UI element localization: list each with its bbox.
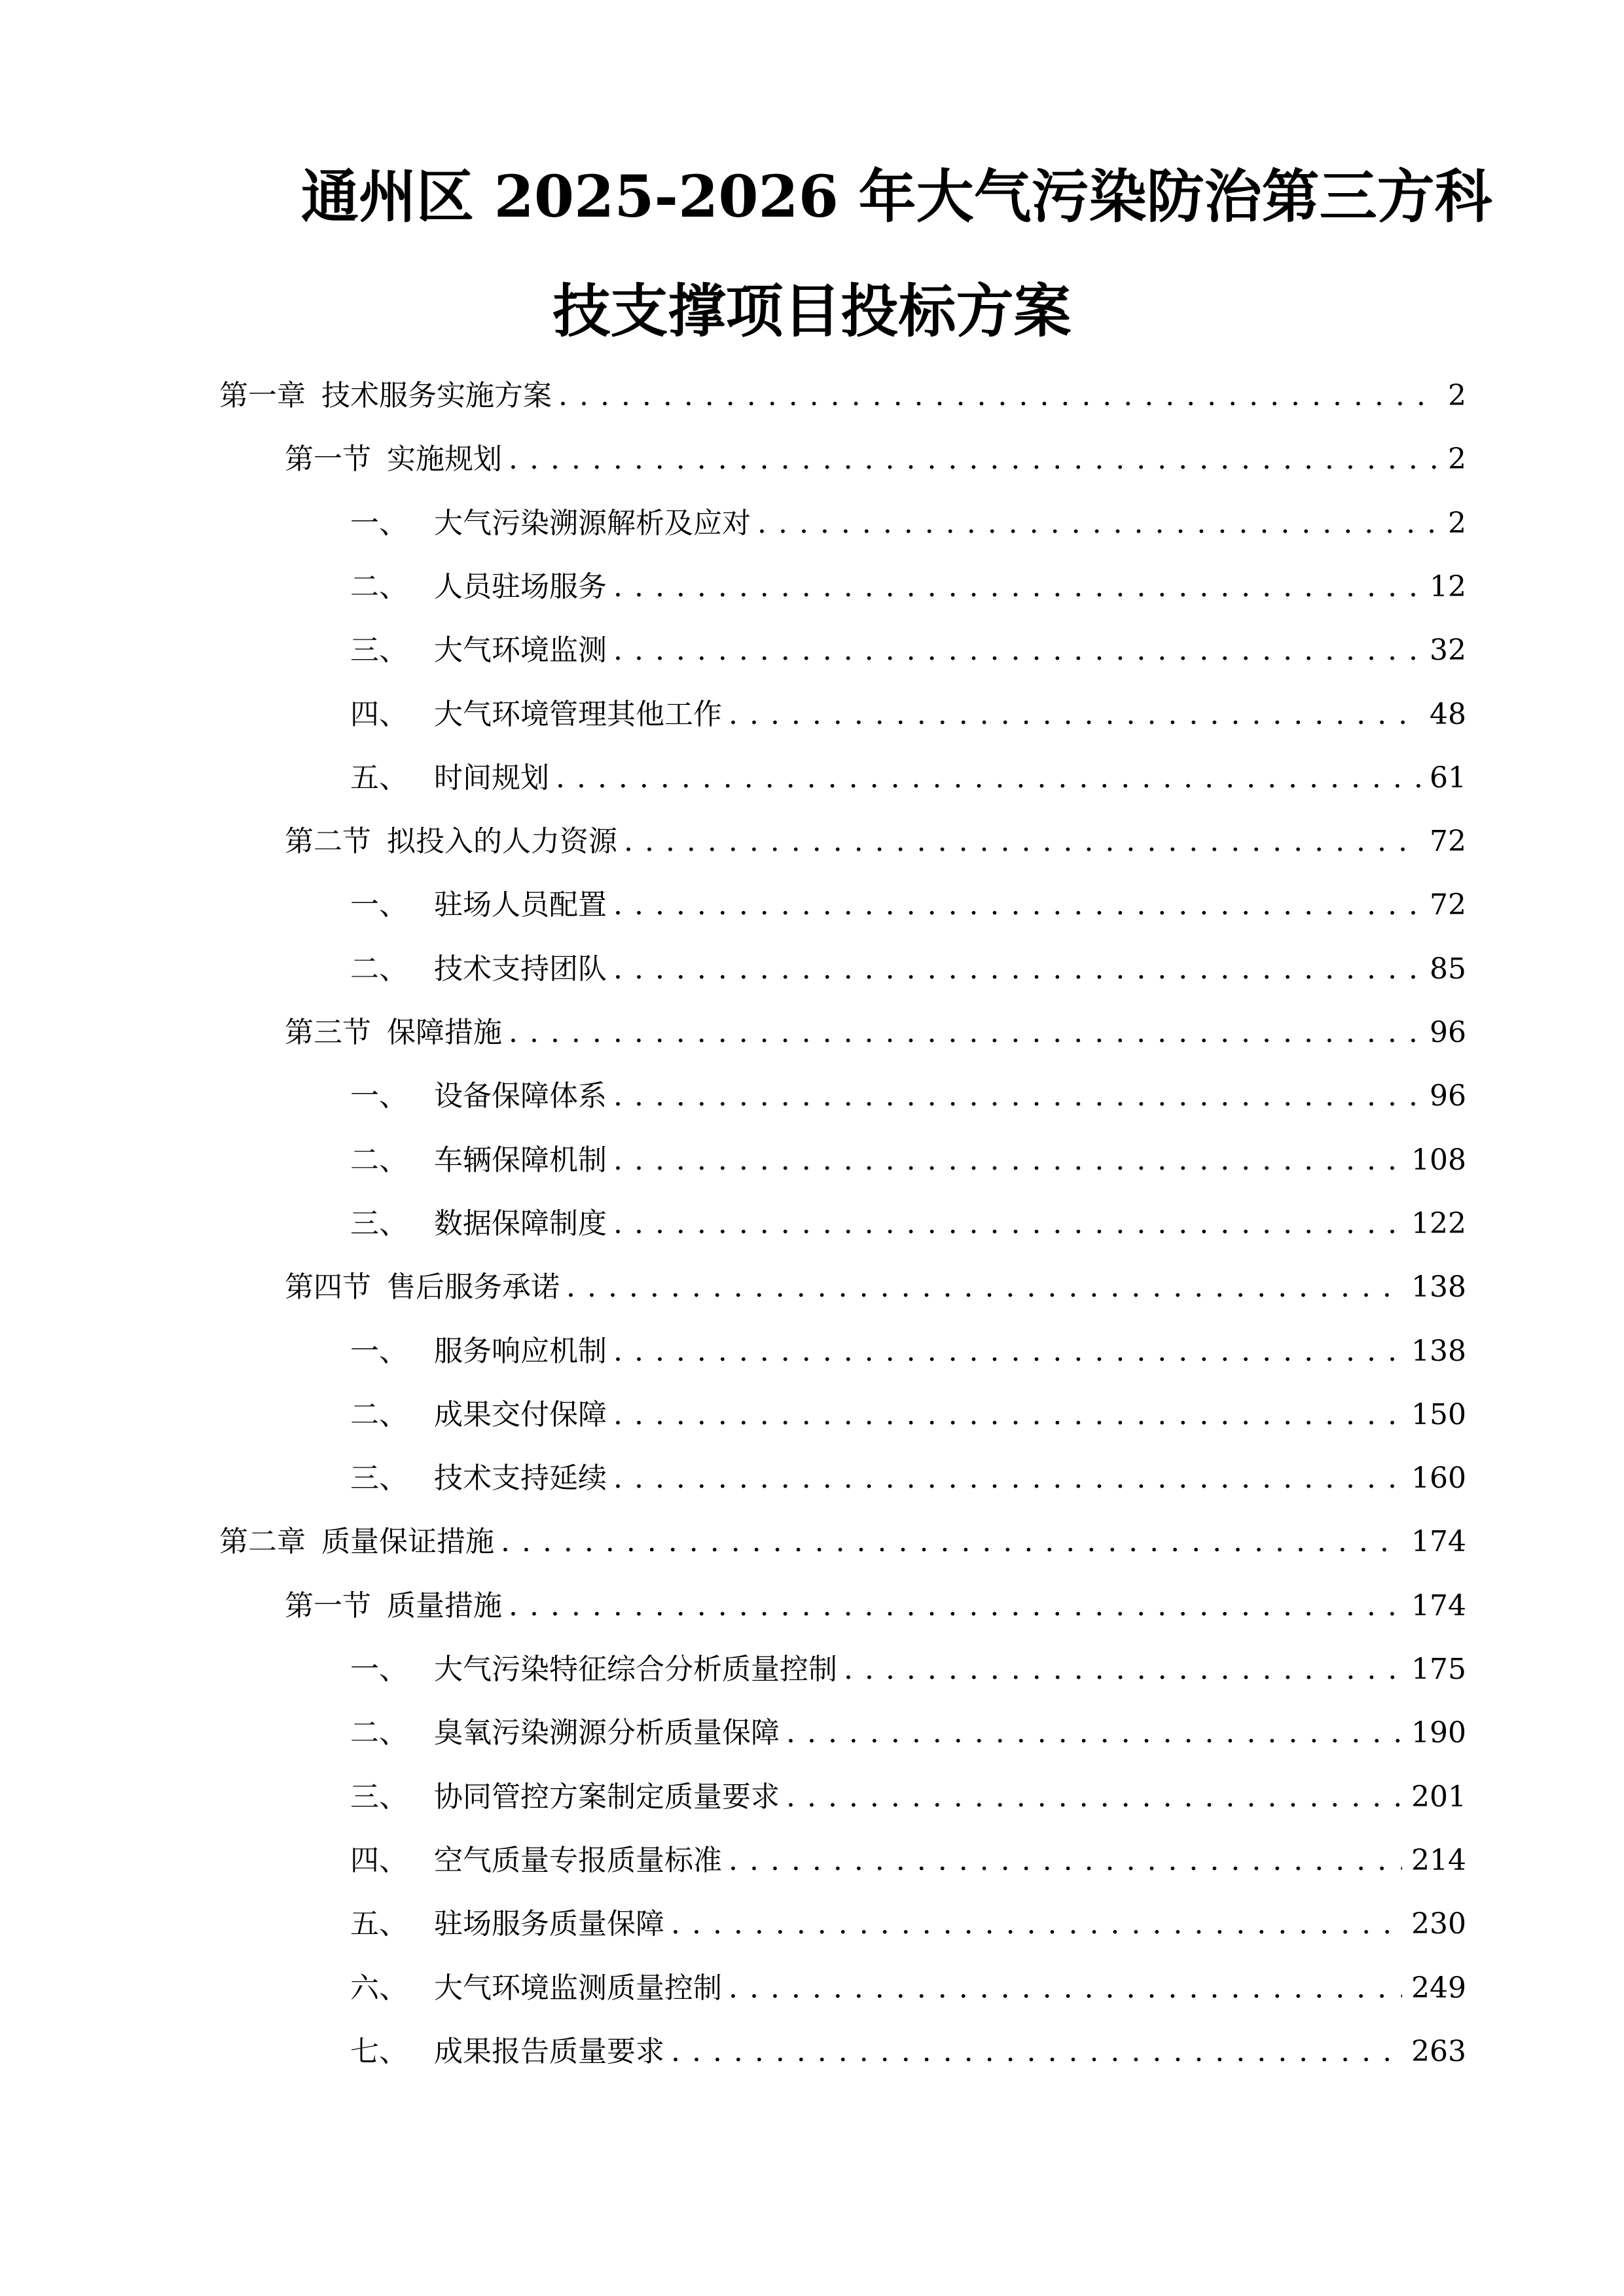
toc-entry-text: 质量措施 xyxy=(387,1589,502,1623)
toc-entry-text: 技术支持团队 xyxy=(434,952,607,986)
toc-dot-leader xyxy=(786,1713,1402,1753)
toc-entry-number: 一、 xyxy=(350,888,408,922)
toc-page-number: 160 xyxy=(1411,1462,1466,1495)
toc-entry[interactable] xyxy=(350,567,1466,607)
toc-entry-text: 大气环境监测质量控制 xyxy=(434,1971,722,2005)
toc-entry-label xyxy=(350,1077,607,1116)
toc-dot-leader xyxy=(558,376,1439,416)
toc-entry-number: 二、 xyxy=(350,952,408,986)
toc-entry-number: 二、 xyxy=(350,1398,408,1431)
toc-page-number: 190 xyxy=(1411,1716,1466,1749)
toc-entry-text: 人员驻场服务 xyxy=(434,570,607,603)
toc-entry-label xyxy=(285,1268,560,1307)
toc-entry-number: 四、 xyxy=(350,698,408,731)
toc-entry-number: 第一章 xyxy=(219,379,306,412)
toc-entry-number: 第二章 xyxy=(219,1525,306,1558)
toc-entry-text: 大气污染特征综合分析质量控制 xyxy=(434,1653,837,1686)
toc-dot-leader xyxy=(613,631,1420,670)
toc-entry-text: 实施规划 xyxy=(387,442,502,476)
toc-entry[interactable] xyxy=(350,950,1466,989)
toc-entry-number: 一、 xyxy=(350,1079,408,1113)
toc-entry-label xyxy=(285,1013,502,1052)
toc-entry[interactable] xyxy=(285,822,1466,861)
toc-page-number: 2 xyxy=(1448,507,1466,540)
toc-entry-text: 臭氧污染溯源分析质量保障 xyxy=(434,1716,780,1749)
toc-entry-label xyxy=(350,1713,780,1753)
toc-page-number: 72 xyxy=(1430,888,1466,922)
toc-page-number: 96 xyxy=(1430,1016,1466,1049)
toc-dot-leader xyxy=(613,1204,1402,1244)
toc-page-number: 263 xyxy=(1411,2035,1466,2068)
toc-entry-number: 四、 xyxy=(350,1844,408,1877)
toc-entry-label xyxy=(350,2032,664,2072)
toc-entry-label xyxy=(350,567,607,607)
toc-entry-number: 第二节 xyxy=(285,825,371,858)
toc-entry[interactable] xyxy=(219,376,1466,416)
toc-entry-number: 三、 xyxy=(350,1780,408,1814)
toc-entry-text: 售后服务承诺 xyxy=(387,1270,560,1304)
toc-dot-leader xyxy=(613,1077,1420,1116)
toc-entry-label xyxy=(285,1587,502,1626)
toc-entry-label xyxy=(350,950,607,989)
toc-page-number: 2 xyxy=(1448,379,1466,412)
toc-entry-text: 大气环境管理其他工作 xyxy=(434,698,722,731)
toc-entry-text: 协同管控方案制定质量要求 xyxy=(434,1780,780,1814)
toc-entry-number: 第一节 xyxy=(285,442,371,476)
toc-entry-text: 空气质量专报质量标准 xyxy=(434,1844,722,1877)
toc-entry-label xyxy=(350,1841,722,1880)
toc-entry[interactable] xyxy=(350,1459,1466,1498)
toc-entry[interactable] xyxy=(285,1268,1466,1307)
toc-entry-number: 三、 xyxy=(350,1462,408,1495)
toc-entry[interactable] xyxy=(350,631,1466,670)
toc-dot-leader xyxy=(566,1268,1402,1307)
toc-entry-label xyxy=(350,1650,837,1689)
toc-entry-number: 二、 xyxy=(350,1143,408,1177)
toc-page-number: 150 xyxy=(1411,1398,1466,1431)
toc-entry[interactable] xyxy=(350,1395,1466,1435)
toc-page-number: 201 xyxy=(1411,1780,1466,1814)
toc-entry-text: 质量保证措施 xyxy=(321,1525,494,1558)
toc-dot-leader xyxy=(613,886,1420,925)
toc-entry-label xyxy=(350,1969,722,2008)
toc-entry[interactable] xyxy=(350,504,1466,543)
toc-entry-number: 五、 xyxy=(350,1907,408,1941)
toc-entry-label xyxy=(350,886,607,925)
toc-page-number: 138 xyxy=(1411,1270,1466,1304)
toc-dot-leader xyxy=(729,1969,1402,2008)
toc-entry[interactable] xyxy=(350,1713,1466,1753)
toc-entry[interactable] xyxy=(285,1013,1466,1052)
toc-entry-text: 技术支持延续 xyxy=(434,1462,607,1495)
toc-page-number: 85 xyxy=(1430,952,1466,986)
toc-entry-text: 驻场人员配置 xyxy=(434,888,607,922)
toc-entry[interactable] xyxy=(350,1077,1466,1116)
toc-page-number: 108 xyxy=(1411,1143,1466,1177)
toc-dot-leader xyxy=(613,950,1420,989)
toc-entry-text: 成果报告质量要求 xyxy=(434,2035,664,2068)
toc-entry-number: 第三节 xyxy=(285,1016,371,1049)
toc-page-number: 32 xyxy=(1430,634,1466,667)
toc-page-number: 174 xyxy=(1411,1525,1466,1558)
toc-page-number: 122 xyxy=(1411,1207,1466,1240)
toc-entry[interactable] xyxy=(219,1522,1466,1562)
toc-entry-number: 一、 xyxy=(350,507,408,540)
toc-entry-label xyxy=(350,504,751,543)
toc-entry-text: 拟投入的人力资源 xyxy=(387,825,617,858)
toc-entry-number: 三、 xyxy=(350,634,408,667)
toc-dot-leader xyxy=(757,504,1439,543)
toc-entry[interactable] xyxy=(350,1778,1466,1817)
toc-dot-leader xyxy=(501,1522,1402,1562)
toc-entry-number: 二、 xyxy=(350,570,408,603)
toc-dot-leader xyxy=(613,567,1420,607)
toc-entry-text: 服务响应机制 xyxy=(434,1335,607,1368)
toc-page-number: 214 xyxy=(1411,1844,1466,1877)
toc-entry[interactable] xyxy=(285,440,1466,479)
toc-page-number: 175 xyxy=(1411,1653,1466,1686)
toc-page-number: 96 xyxy=(1430,1079,1466,1113)
toc-entry-label xyxy=(350,1204,607,1244)
toc-dot-leader xyxy=(509,1013,1420,1052)
toc-entry-text: 技术服务实施方案 xyxy=(321,379,552,412)
toc-entry-label xyxy=(350,631,607,670)
toc-entry-label xyxy=(350,1459,607,1498)
toc-dot-leader xyxy=(509,440,1439,479)
toc-entry[interactable] xyxy=(350,886,1466,925)
document-title-line-2: 技支撑项目投标方案 xyxy=(552,277,1072,345)
toc-dot-leader xyxy=(671,2032,1402,2072)
toc-entry[interactable] xyxy=(350,1905,1466,1944)
toc-entry-text: 大气污染溯源解析及应对 xyxy=(434,507,751,540)
toc-dot-leader xyxy=(613,1395,1402,1435)
toc-dot-leader xyxy=(844,1650,1402,1689)
toc-entry-text: 大气环境监测 xyxy=(434,634,607,667)
toc-entry-text: 车辆保障机制 xyxy=(434,1143,607,1177)
toc-entry-text: 时间规划 xyxy=(434,761,549,795)
toc-dot-leader xyxy=(729,695,1420,734)
toc-entry-label xyxy=(350,695,722,734)
toc-entry-label xyxy=(350,1395,607,1435)
toc-entry[interactable] xyxy=(350,695,1466,734)
toc-dot-leader xyxy=(613,1141,1402,1180)
toc-page-number: 61 xyxy=(1430,761,1466,795)
toc-entry[interactable] xyxy=(350,2032,1466,2072)
toc-dot-leader xyxy=(729,1841,1402,1880)
document-title-line-1: 通州区 2025-2026 年大气污染防治第三方科 xyxy=(301,162,1492,230)
toc-page-number: 48 xyxy=(1430,698,1466,731)
toc-page-number: 2 xyxy=(1448,442,1466,476)
toc-entry[interactable] xyxy=(350,1332,1466,1371)
toc-entry-label xyxy=(285,440,502,479)
toc-entry-label xyxy=(350,1905,664,1944)
toc-entry-text: 驻场服务质量保障 xyxy=(434,1907,664,1941)
toc-entry[interactable] xyxy=(350,1204,1466,1244)
toc-dot-leader xyxy=(613,1332,1402,1371)
toc-entry-number: 七、 xyxy=(350,2035,408,2068)
toc-page-number: 138 xyxy=(1411,1335,1466,1368)
toc-entry-number: 二、 xyxy=(350,1716,408,1749)
toc-entry-number: 六、 xyxy=(350,1971,408,2005)
toc-entry-number: 三、 xyxy=(350,1207,408,1240)
toc-dot-leader xyxy=(671,1905,1402,1944)
toc-page-number: 174 xyxy=(1411,1589,1466,1623)
toc-dot-leader xyxy=(624,822,1420,861)
toc-dot-leader xyxy=(613,1459,1402,1498)
toc-entry[interactable] xyxy=(350,759,1466,798)
toc-entry-label xyxy=(219,376,552,416)
toc-entry-number: 一、 xyxy=(350,1335,408,1368)
toc-entry-text: 成果交付保障 xyxy=(434,1398,607,1431)
toc-entry-label xyxy=(219,1522,494,1562)
toc-dot-leader xyxy=(786,1778,1402,1817)
toc-entry-label xyxy=(350,1778,780,1817)
toc-entry[interactable] xyxy=(350,1141,1466,1180)
toc-entry-number: 一、 xyxy=(350,1653,408,1686)
toc-entry[interactable] xyxy=(285,1587,1466,1626)
toc-entry-label xyxy=(350,759,549,798)
toc-entry-text: 设备保障体系 xyxy=(434,1079,607,1113)
toc-page-number: 230 xyxy=(1411,1907,1466,1941)
toc-entry-number: 第一节 xyxy=(285,1589,371,1623)
toc-entry[interactable] xyxy=(350,1841,1466,1880)
toc-page-number: 72 xyxy=(1430,825,1466,858)
toc-page-number: 12 xyxy=(1430,570,1466,603)
toc-page-number: 249 xyxy=(1411,1971,1466,2005)
toc-entry-number: 五、 xyxy=(350,761,408,795)
toc-entry-label xyxy=(285,822,617,861)
toc-entry-text: 数据保障制度 xyxy=(434,1207,607,1240)
toc-dot-leader xyxy=(509,1587,1402,1626)
toc-entry-label xyxy=(350,1141,607,1180)
toc-entry[interactable] xyxy=(350,1969,1466,2008)
toc-dot-leader xyxy=(556,759,1420,798)
toc-entry-label xyxy=(350,1332,607,1371)
toc-entry-text: 保障措施 xyxy=(387,1016,502,1049)
toc-entry-number: 第四节 xyxy=(285,1270,371,1304)
toc-entry[interactable] xyxy=(350,1650,1466,1689)
